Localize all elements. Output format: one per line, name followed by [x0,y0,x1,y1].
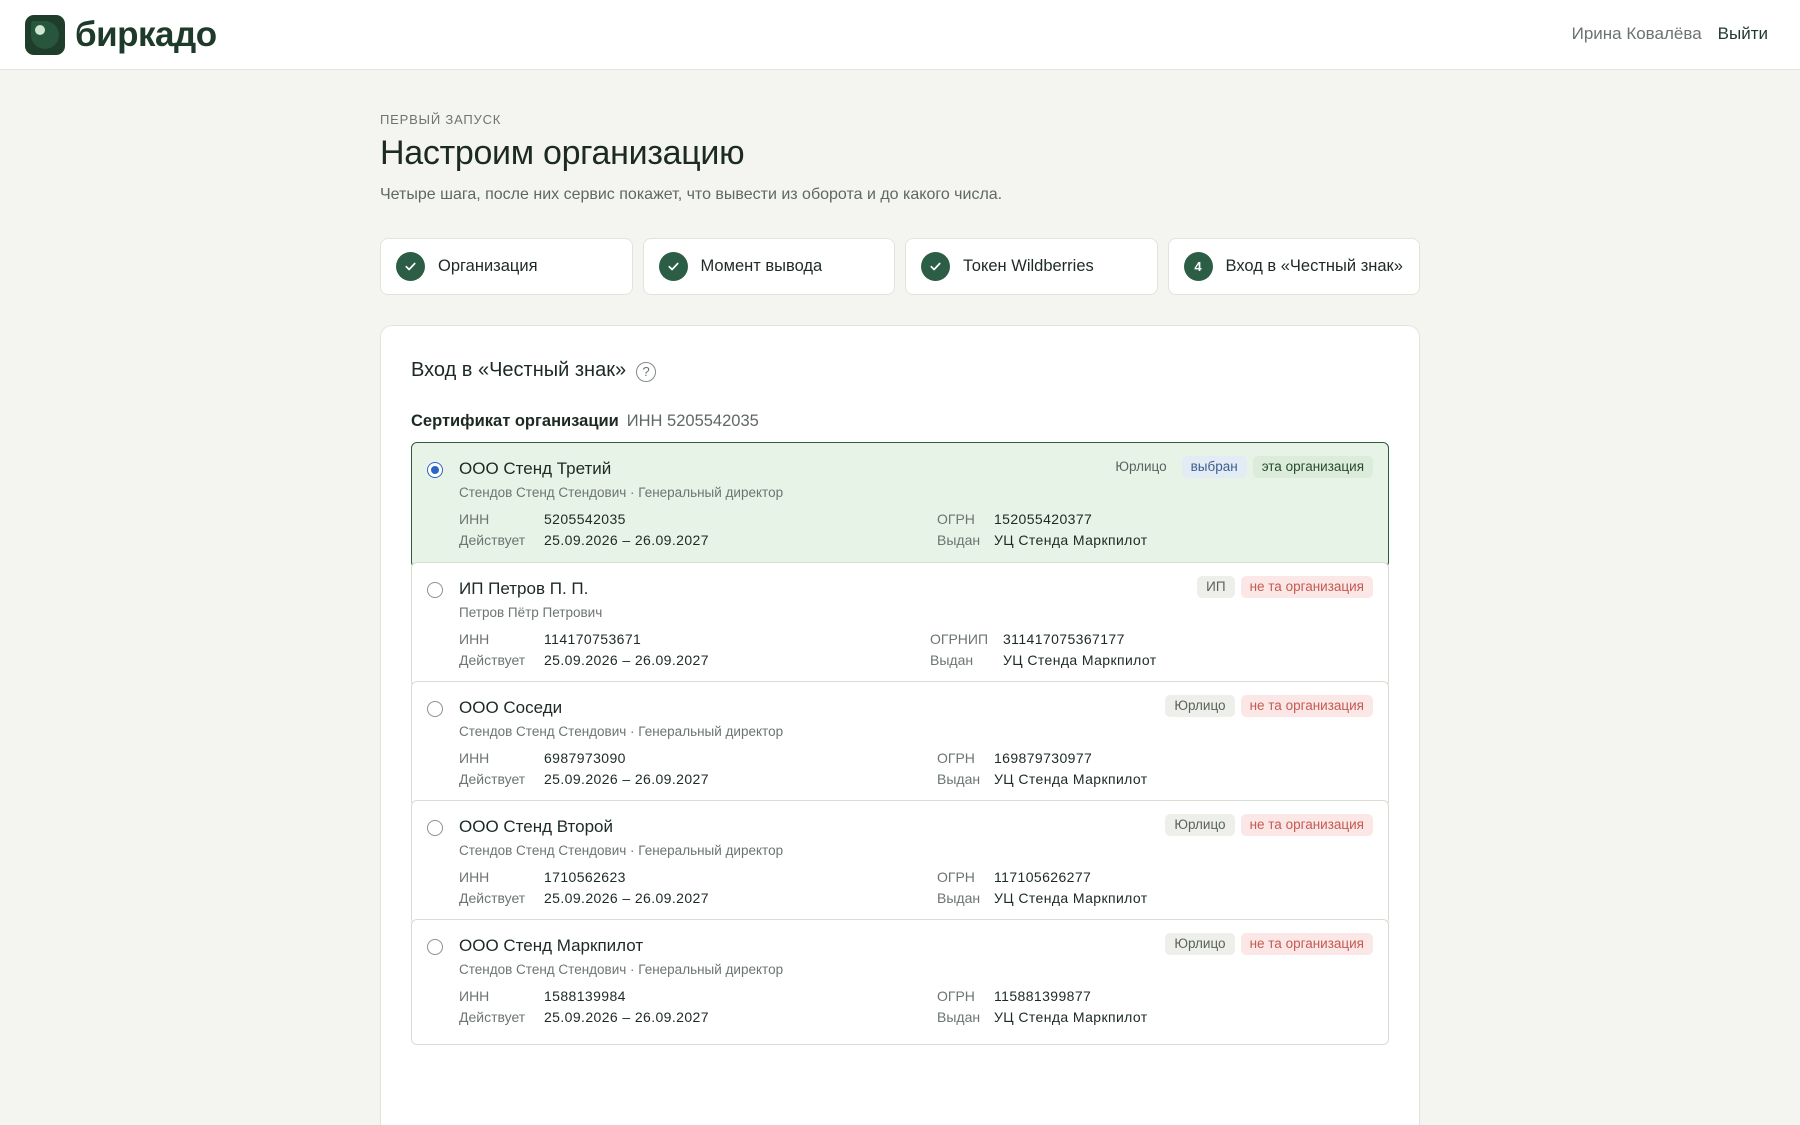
detail-row-validity [459,530,709,551]
detail-key: Выдан [930,652,974,668]
step-label: Вход в «Честный знак» [1225,257,1403,275]
entity-type-badge: ИП [1197,576,1234,598]
detail-key: ИНН [459,988,490,1004]
check-icon [396,252,425,281]
detail-row-issuer [937,530,1148,551]
logo-text: биркадо [75,15,217,54]
detail-value: 25.09.2026 – 26.09.2027 [544,532,709,548]
detail-value: 152055420377 [994,511,1093,527]
top-bar [0,0,1800,70]
detail-value: УЦ Стенда Маркпилот [994,532,1148,548]
cert-tags [1165,933,1373,955]
cert-tags [1165,695,1373,717]
cert-details-left [459,748,709,790]
detail-row-inn [459,867,709,888]
detail-value: 169879730977 [994,750,1093,766]
match-badge: эта организация [1253,456,1373,478]
cert-owner: Стендов Стенд Стендович · Генеральный директор [459,843,784,858]
mismatch-badge: не та организация [1241,695,1373,717]
detail-row-inn [459,629,709,650]
cert-owner: Стендов Стенд Стендович · Генеральный директор [459,724,784,739]
detail-row-validity [459,769,709,790]
detail-value: УЦ Стенда Маркпилот [994,771,1148,787]
logo-icon [25,15,65,55]
cert-option[interactable] [411,800,1389,926]
check-icon [921,252,950,281]
detail-row-issuer [937,1007,1148,1028]
detail-row-registration [937,986,1148,1007]
cert-owner: Стендов Стенд Стендович · Генеральный директор [459,962,784,977]
detail-key: Действует [459,890,526,906]
page-eyebrow: ПЕРВЫЙ ЗАПУСК [380,112,502,127]
detail-key: ИНН [459,511,490,527]
cert-name: ИП Петров П. П. [459,579,589,598]
detail-value: 6987973090 [544,750,626,766]
cert-details-left [459,509,709,551]
detail-row-inn [459,509,709,530]
cert-name: ООО Соседи [459,698,563,717]
detail-value: 1710562623 [544,869,626,885]
stepper [380,238,1420,295]
detail-key: ИНН [459,750,490,766]
radio-button[interactable] [427,701,443,717]
detail-row-registration [937,867,1148,888]
cert-option[interactable] [411,681,1389,807]
detail-row-issuer [937,769,1148,790]
entity-type-badge: Юрлицо [1165,933,1234,955]
cert-option[interactable] [411,919,1389,1045]
step-label: Организация [438,257,538,275]
detail-value: 25.09.2026 – 26.09.2027 [544,1009,709,1025]
detail-key: ИНН [459,631,490,647]
mismatch-badge: не та организация [1241,576,1373,598]
detail-value: 117105626277 [994,869,1092,885]
detail-key: ОГРН [937,511,975,527]
cert-heading-label: Сертификат организации [411,412,619,430]
detail-row-inn [459,748,709,769]
detail-key: Действует [459,771,526,787]
detail-row-validity [459,888,709,909]
detail-key: ОГРН [937,869,975,885]
cert-details-right [937,867,1148,909]
cert-details-left [459,629,709,671]
detail-value: 25.09.2026 – 26.09.2027 [544,890,709,906]
cert-tags [1165,814,1373,836]
page-subtitle: Четыре шага, после них сервис покажет, что вывести из оборота и до какого числа. [380,186,1003,203]
radio-button[interactable] [427,582,443,598]
detail-row-registration [937,509,1148,530]
detail-value: 5205542035 [544,511,626,527]
detail-key: Выдан [937,890,981,906]
detail-key: Действует [459,1009,526,1025]
detail-key: ОГРН [937,750,975,766]
detail-row-registration [937,748,1148,769]
section-title [411,359,656,382]
detail-row-validity [459,650,709,671]
help-icon[interactable]: ? [636,362,656,382]
detail-value: УЦ Стенда Маркпилот [1003,652,1157,668]
detail-key: Выдан [937,532,981,548]
cert-details-right [930,629,1157,671]
step-label: Момент вывода [700,257,823,275]
cert-details-left [459,867,709,909]
mismatch-badge: не та организация [1241,933,1373,955]
cert-heading-inn: ИНН 5205542035 [626,412,759,430]
detail-key: Действует [459,652,526,668]
cert-details-right [937,986,1148,1028]
step-2[interactable] [643,238,896,295]
user-menu [1572,24,1768,44]
logout-link[interactable]: Выйти [1717,24,1768,43]
cert-name: ООО Стенд Маркпилот [459,936,644,955]
detail-key: ОГРН [937,988,975,1004]
cert-option[interactable] [411,562,1389,688]
cert-details-right [937,748,1148,790]
radio-button[interactable] [427,462,443,478]
user-name: Ирина Ковалёва [1571,24,1702,43]
cert-name: ООО Стенд Второй [459,817,613,836]
selected-badge: выбран [1182,456,1247,478]
cert-details-right [937,509,1148,551]
radio-button[interactable] [427,820,443,836]
cert-card [380,325,1420,1125]
detail-row-issuer [937,888,1148,909]
entity-type-badge: Юрлицо [1165,814,1234,836]
cert-option[interactable] [411,442,1389,568]
cert-tags [1106,456,1373,478]
detail-value: 311417075367177 [1003,631,1125,647]
section-title-text: Вход в «Честный знак» [411,359,627,381]
detail-key: Действует [459,532,526,548]
entity-type-badge: Юрлицо [1115,459,1167,474]
cert-name: ООО Стенд Третий [459,459,612,478]
detail-row-registration [930,629,1157,650]
detail-key: ИНН [459,869,490,885]
detail-value: 1588139984 [544,988,626,1004]
detail-value: 115881399877 [994,988,1092,1004]
radio-button[interactable] [427,939,443,955]
cert-owner: Стендов Стенд Стендович · Генеральный директор [459,485,784,500]
step-4[interactable] [1168,238,1421,295]
detail-value: 114170753671 [544,631,642,647]
step-number-badge: 4 [1184,252,1213,281]
detail-row-validity [459,1007,709,1028]
detail-row-inn [459,986,709,1007]
logo[interactable] [25,15,217,55]
detail-value: УЦ Стенда Маркпилот [994,1009,1148,1025]
detail-value: УЦ Стенда Маркпилот [994,890,1148,906]
step-1[interactable] [380,238,633,295]
detail-key: ОГРНИП [930,631,989,647]
mismatch-badge: не та организация [1241,814,1373,836]
check-icon [659,252,688,281]
detail-value: 25.09.2026 – 26.09.2027 [544,652,709,668]
cert-tags [1197,576,1373,598]
cert-details-left [459,986,709,1028]
detail-value: 25.09.2026 – 26.09.2027 [544,771,709,787]
step-3[interactable] [905,238,1158,295]
detail-row-issuer [930,650,1157,671]
page-title: Настроим организацию [380,134,745,172]
cert-heading [411,412,759,431]
detail-key: Выдан [937,1009,981,1025]
cert-owner: Петров Пётр Петрович [459,605,603,620]
step-label: Токен Wildberries [963,257,1094,275]
detail-key: Выдан [937,771,981,787]
entity-type-badge: Юрлицо [1165,695,1234,717]
